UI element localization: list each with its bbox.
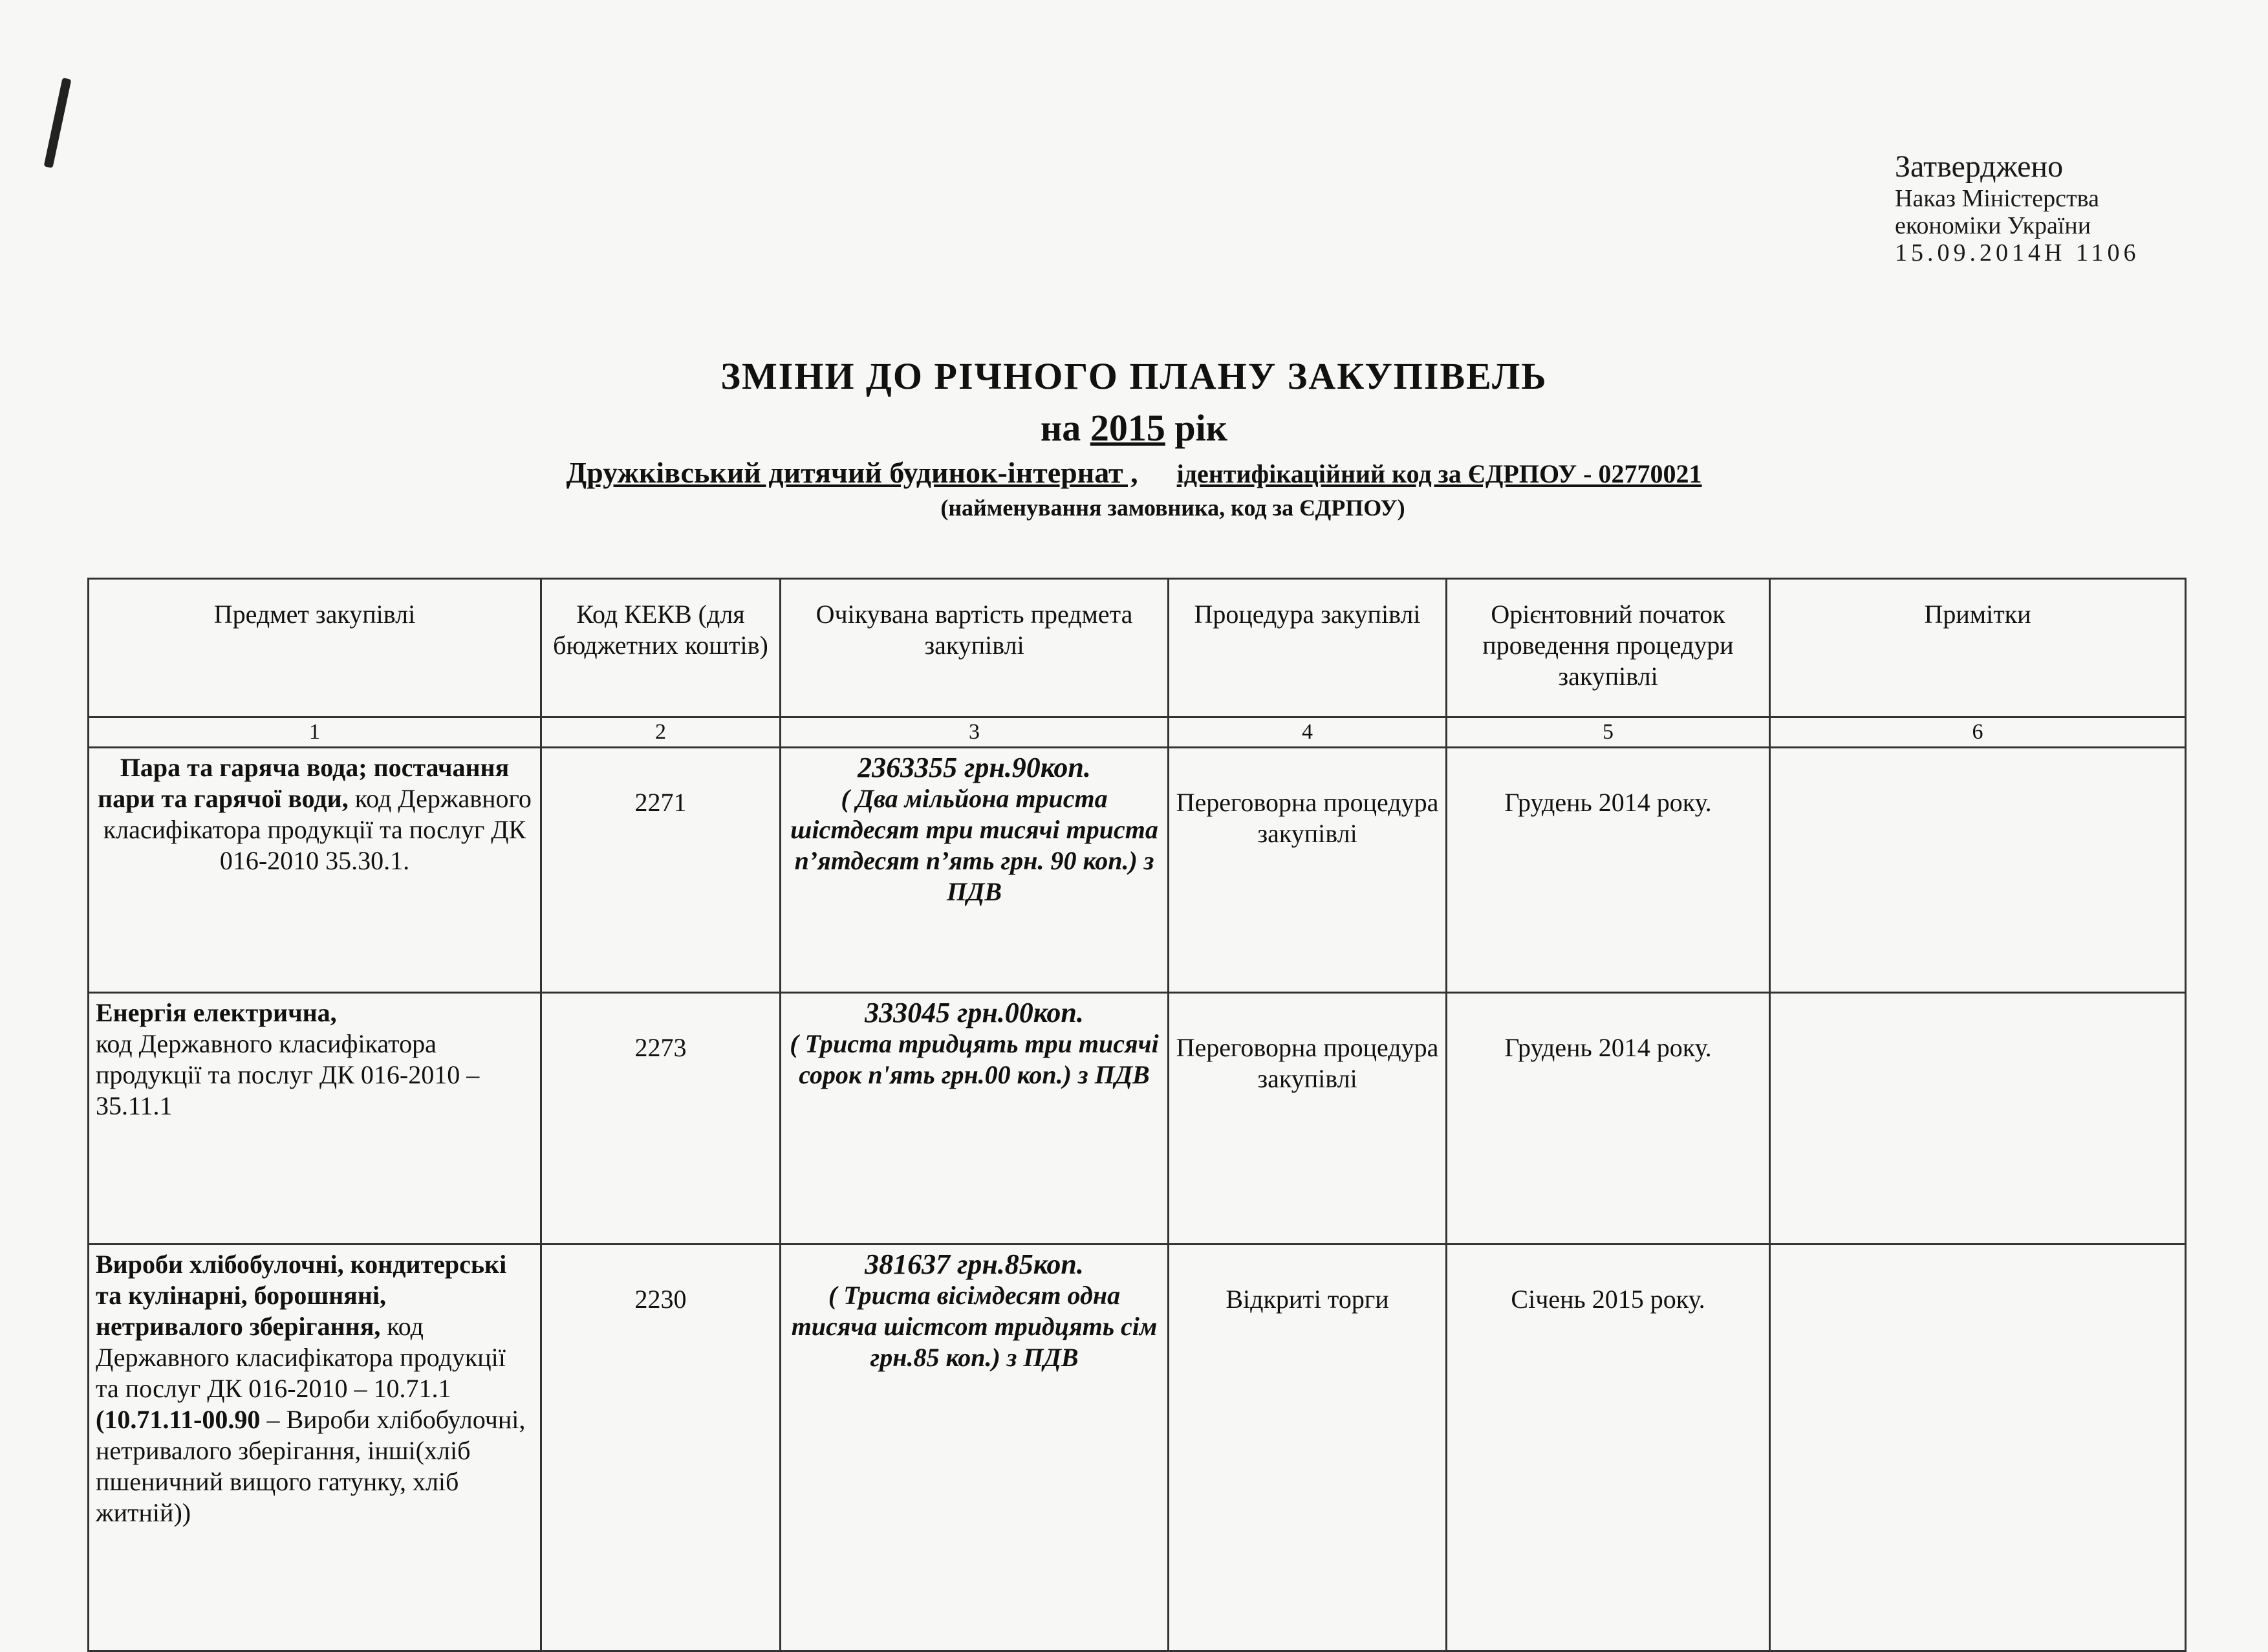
approval-title: Затверджено bbox=[1895, 149, 2064, 184]
row-cost bbox=[781, 748, 1169, 993]
header-row bbox=[89, 579, 2186, 717]
cost-amount: 381637 грн.85коп. bbox=[865, 1248, 1084, 1280]
row-subject bbox=[89, 748, 541, 993]
year-prefix: на bbox=[1040, 407, 1090, 449]
column-number-row bbox=[89, 717, 2186, 748]
customer-note: (найменування замовника, код за ЄДРПОУ) bbox=[940, 495, 1405, 521]
row-procedure: Переговорна процедура закупівлі bbox=[1169, 748, 1447, 993]
customer-name: Дружківський дитячий будинок-інтернат , bbox=[566, 456, 1138, 489]
subject-rest: код Державного класифікатора продукції та послуг ДК 016-2010 – 10.71.1 bbox=[96, 1312, 506, 1403]
row-cost bbox=[781, 1244, 1169, 1651]
subject-bold: Енергія електрична, bbox=[96, 998, 337, 1027]
col-number: 1 bbox=[89, 717, 541, 748]
header-notes: Примітки bbox=[1770, 579, 2186, 717]
row-kekv: 2271 bbox=[541, 748, 781, 993]
subject-bold: Пара та гаряча вода; постачання пари та гарячої води, bbox=[98, 753, 510, 813]
col-number: 5 bbox=[1447, 717, 1770, 748]
header-subject: Предмет закупівлі bbox=[89, 579, 541, 717]
year-suffix: рік bbox=[1165, 407, 1228, 449]
row-subject bbox=[89, 1244, 541, 1651]
document-year bbox=[0, 406, 2268, 450]
row-subject bbox=[89, 993, 541, 1244]
cost-amount: 333045 грн.00коп. bbox=[865, 997, 1084, 1028]
row-notes bbox=[1770, 1244, 2186, 1651]
col-number: 4 bbox=[1169, 717, 1447, 748]
procurement-table bbox=[87, 578, 2187, 1652]
customer-line bbox=[0, 455, 2268, 490]
row-start: Грудень 2014 року. bbox=[1447, 748, 1770, 993]
subject-bold: Вироби хлібобулочні, кондитерські та кулінарні, борошняні, нетривалого зберігання, bbox=[96, 1250, 507, 1341]
row-start: Січень 2015 року. bbox=[1447, 1244, 1770, 1651]
header-procedure: Процедура закупівлі bbox=[1169, 579, 1447, 717]
customer-code: ідентифікаційний код за ЄДРПОУ - 02770021 bbox=[1176, 459, 1702, 488]
row-kekv: 2273 bbox=[541, 993, 781, 1244]
cost-words: ( Триста тридцять три тисячі сорок п'ять грн.00 коп.) з ПДВ bbox=[790, 1029, 1159, 1089]
row-notes bbox=[1770, 993, 2186, 1244]
table-row bbox=[89, 1244, 2186, 1651]
row-procedure: Переговорна процедура закупівлі bbox=[1169, 993, 1447, 1244]
approval-line2: економіки України bbox=[1895, 212, 2091, 239]
col-number: 3 bbox=[781, 717, 1169, 748]
subject-rest: код Державного класифікатора продукції та послуг ДК 016-2010 – 35.11.1 bbox=[96, 1029, 480, 1120]
row-cost bbox=[781, 993, 1169, 1244]
col-number: 6 bbox=[1770, 717, 2186, 748]
approval-block bbox=[1895, 149, 2140, 266]
approval-line1: Наказ Міністерства bbox=[1895, 185, 2099, 212]
header-kekv: Код КЕКВ (для бюджетних коштів) bbox=[541, 579, 781, 717]
table-row bbox=[89, 993, 2186, 1244]
subject-bold-code: (10.71.11-00.90 bbox=[96, 1405, 261, 1434]
subject-rest: код Державного класифікатора продукції та послуг ДК 016-2010 35.30.1. bbox=[103, 784, 532, 875]
col-number: 2 bbox=[541, 717, 781, 748]
handwritten-mark bbox=[44, 78, 72, 168]
table-row bbox=[89, 748, 2186, 993]
header-start: Орієнтовний початок проведення процедури закупівлі bbox=[1447, 579, 1770, 717]
row-start: Грудень 2014 року. bbox=[1447, 993, 1770, 1244]
cost-words: ( Два мільйона триста шістдесят три тисячі триста п’ятдесят п’ять грн. 90 коп.) з ПДВ bbox=[790, 784, 1158, 906]
row-notes bbox=[1770, 748, 2186, 993]
row-procedure: Відкриті торги bbox=[1169, 1244, 1447, 1651]
header-cost: Очікувана вартість предмета закупівлі bbox=[781, 579, 1169, 717]
document-title: ЗМІНИ ДО РІЧНОГО ПЛАНУ ЗАКУПІВЕЛЬ bbox=[720, 355, 1548, 397]
subject-rest-detail: – Вироби хлібобулочні, нетривалого зберігання, інші(хліб пшеничний вищого гатунку, хліб житній)) bbox=[96, 1405, 526, 1527]
row-kekv: 2230 bbox=[541, 1244, 781, 1651]
cost-amount: 2363355 грн.90коп. bbox=[858, 752, 1091, 783]
cost-words: ( Триста вісімдесят одна тисяча шістсот тридцять сім грн.85 коп.) з ПДВ bbox=[791, 1281, 1158, 1372]
approval-date: 15.09.2014Н 1106 bbox=[1895, 239, 2140, 266]
year-value: 2015 bbox=[1090, 407, 1165, 449]
